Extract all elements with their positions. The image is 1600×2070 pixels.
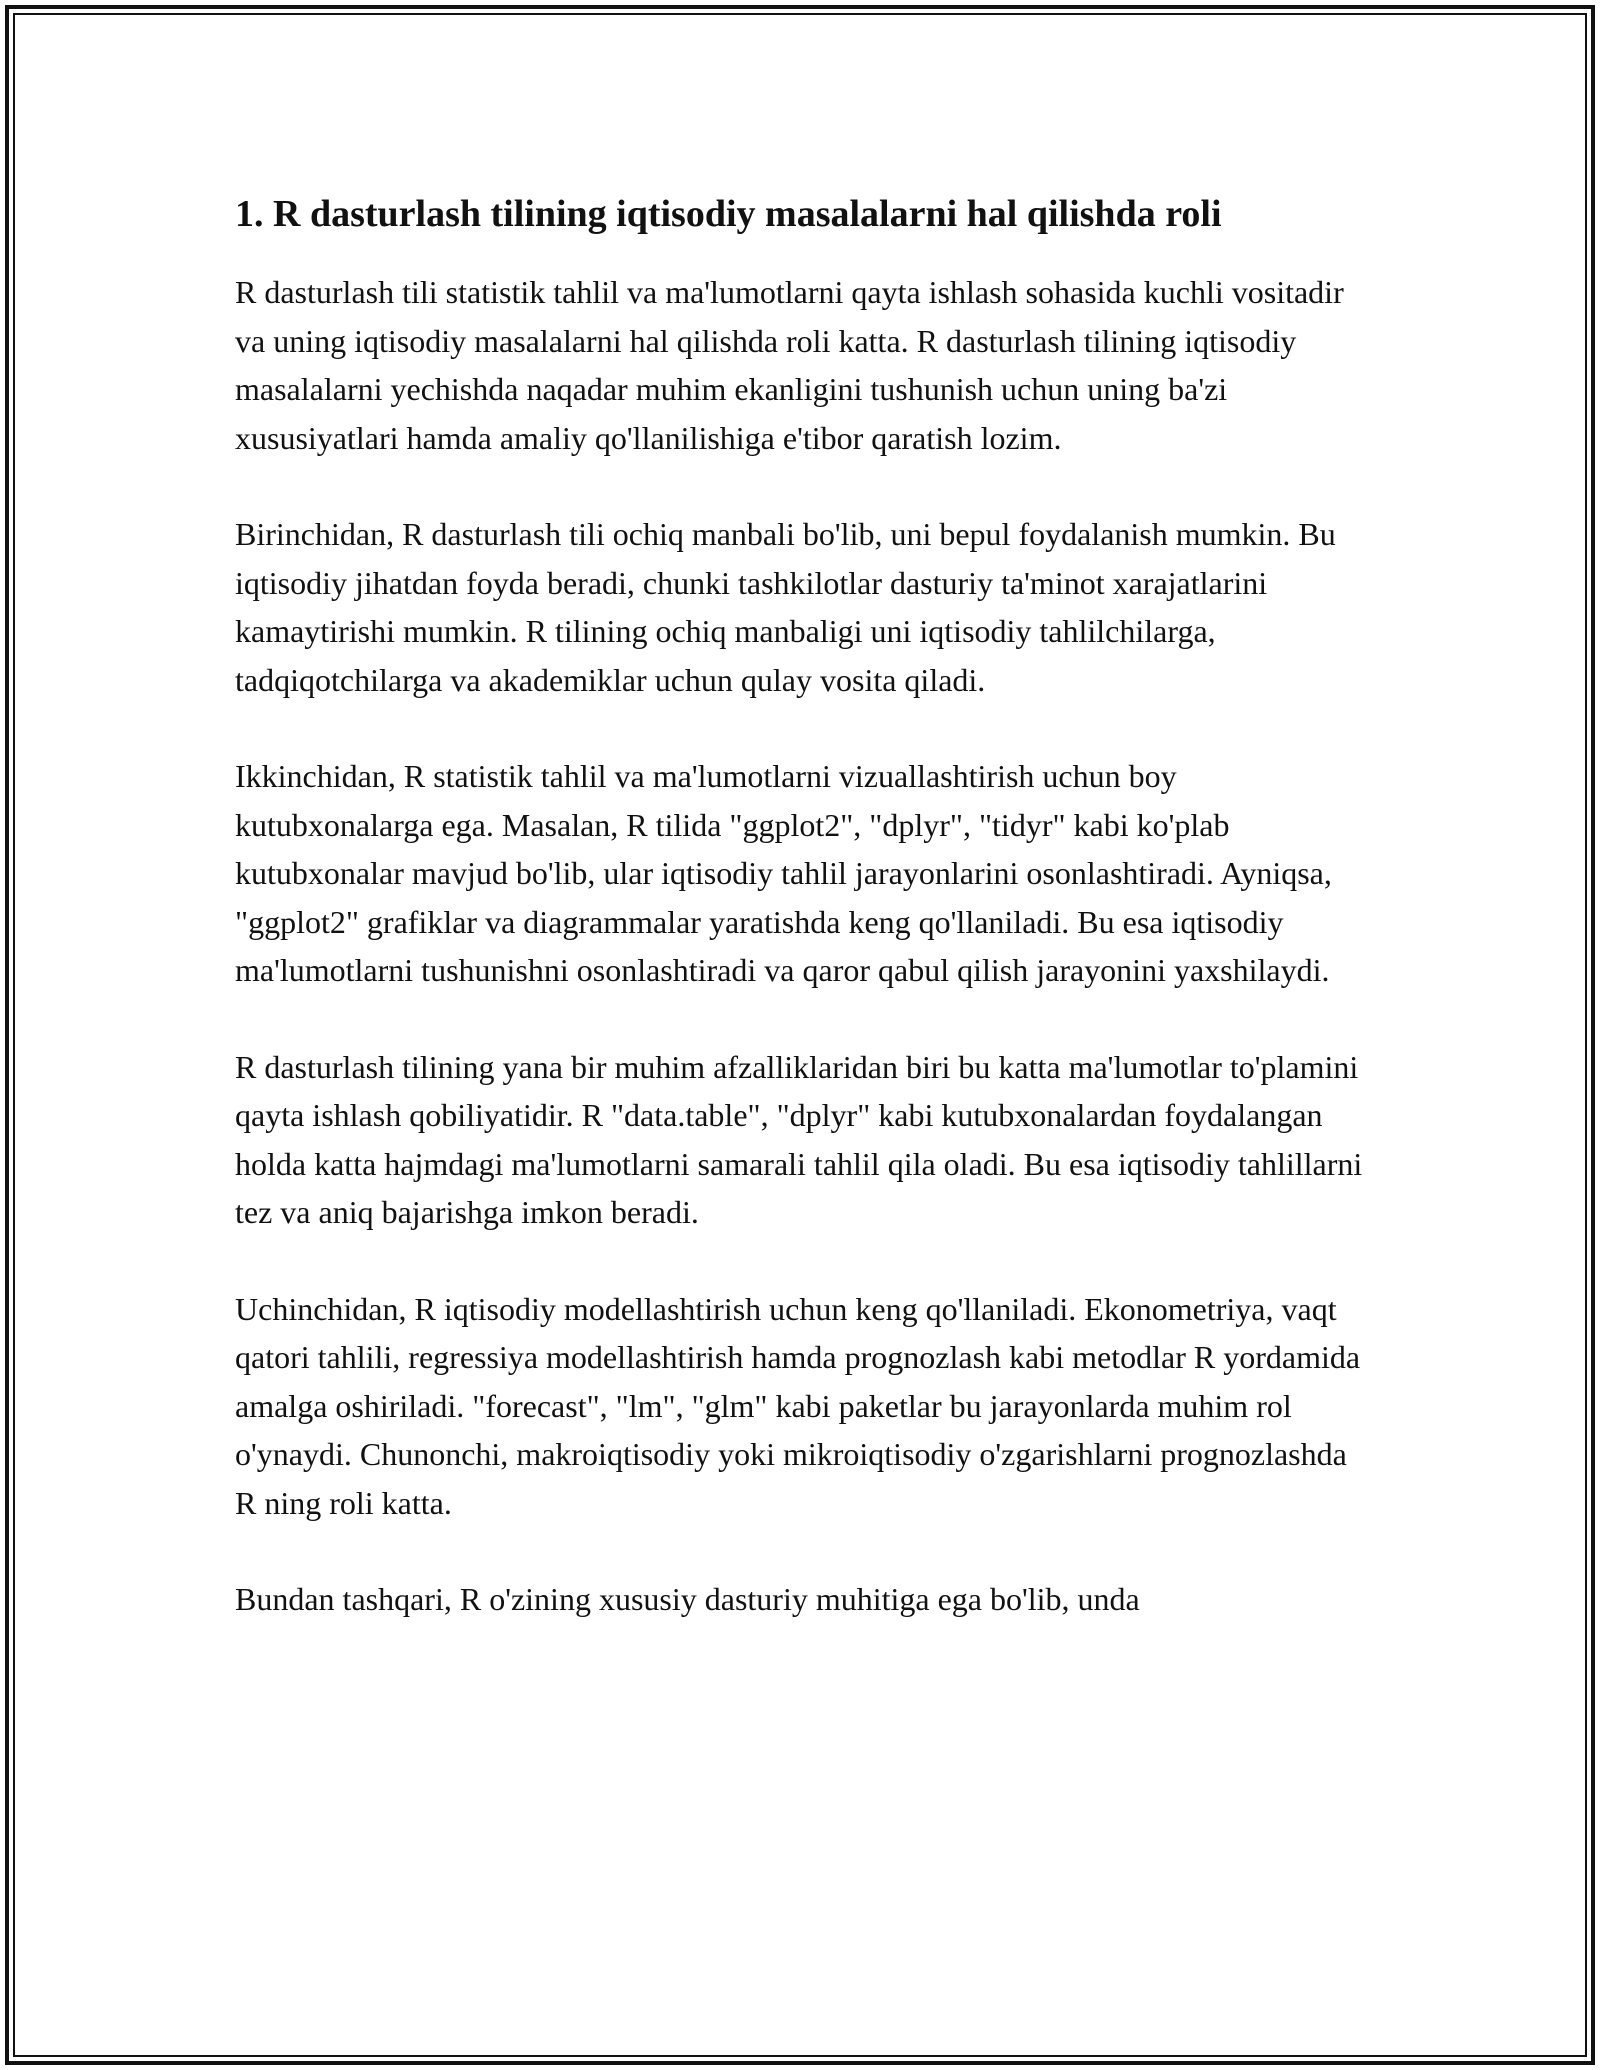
paragraph-third-point: Uchinchidan, R iqtisodiy modellashtirish uchun keng qo'llaniladi. Ekonometriya, vaqt qatori tahlili, regressiya modellashtirish hamda prognozlash kabi metodlar R yordamida amalga oshiriladi. "forecast", "lm", "glm" kabi paketlar bu jarayonlarda muhim rol o'ynaydi. Chunonchi, makroiqtisodiy yoki mikroiqtisodiy o'zgarishlarni prognozlashda R ning roli katta.: [235, 1290, 1361, 1521]
paragraph-continuation: Bundan tashqari, R o'zining xususiy dasturiy muhitiga ega bo'lib, unda: [235, 1581, 1140, 1617]
paragraph-second-point: Ikkinchidan, R statistik tahlil va ma'lumotlarni vizuallashtirish uchun boy kutubxonalarga ega. Masalan, R tilida "ggplot2", "dplyr", "tidyr" kabi ko'plab kutubxonalar mavjud bo'lib, ular iqtisodiy tahlil jarayonlarini osonlashtiradi. Ayniqsa, "ggplot2" grafiklar va diagrammalar yaratishda keng qo'llaniladi. Bu esa iqtisodiy ma'lumotlarni tushunishni osonlashtiradi va qaror qabul qilish jarayonini yaxshilaydi.: [235, 758, 1332, 988]
paragraph-big-data: R dasturlash tilining yana bir muhim afzalliklaridan biri bu katta ma'lumotlar to'plamini qayta ishlash qobiliyatidir. R "data.table", "dplyr" kabi kutubxonalardan foydalangan holda katta hajmdagi ma'lumotlarni samarali tahlil qila oladi. Bu esa iqtisodiy tahlillarni tez va aniq bajarishga imkon beradi.: [235, 1048, 1363, 1230]
section-heading: 1. R dasturlash tilining iqtisodiy masalalarni hal qilishda roli: [235, 193, 1222, 235]
paragraph-first-point: Birinchidan, R dasturlash tili ochiq manbali bo'lib, uni bepul foydalanish mumkin. Bu iqtisodiy jihatdan foyda beradi, chunki tashkilotlar dasturiy ta'minot xarajatlarini kamaytirishi mumkin. R tilining ochiq manbaligi uni iqtisodiy tahlilchilarga, tadqiqotchilarga va akademiklar uchun qulay vosita qiladi.: [235, 516, 1336, 698]
paragraph-intro: R dasturlash tili statistik tahlil va ma'lumotlarni qayta ishlash sohasida kuchli vositadir va uning iqtisodiy masalalarni hal qilishda roli katta. R dasturlash tilining iqtisodiy masalalarni yechishda naqadar muhim ekanligini tushunish uchun uning ba'zi xususiyatlari hamda amaliy qo'llanilishiga e'tibor qaratish lozim.: [235, 274, 1344, 456]
document-body: [235, 180, 1375, 1672]
